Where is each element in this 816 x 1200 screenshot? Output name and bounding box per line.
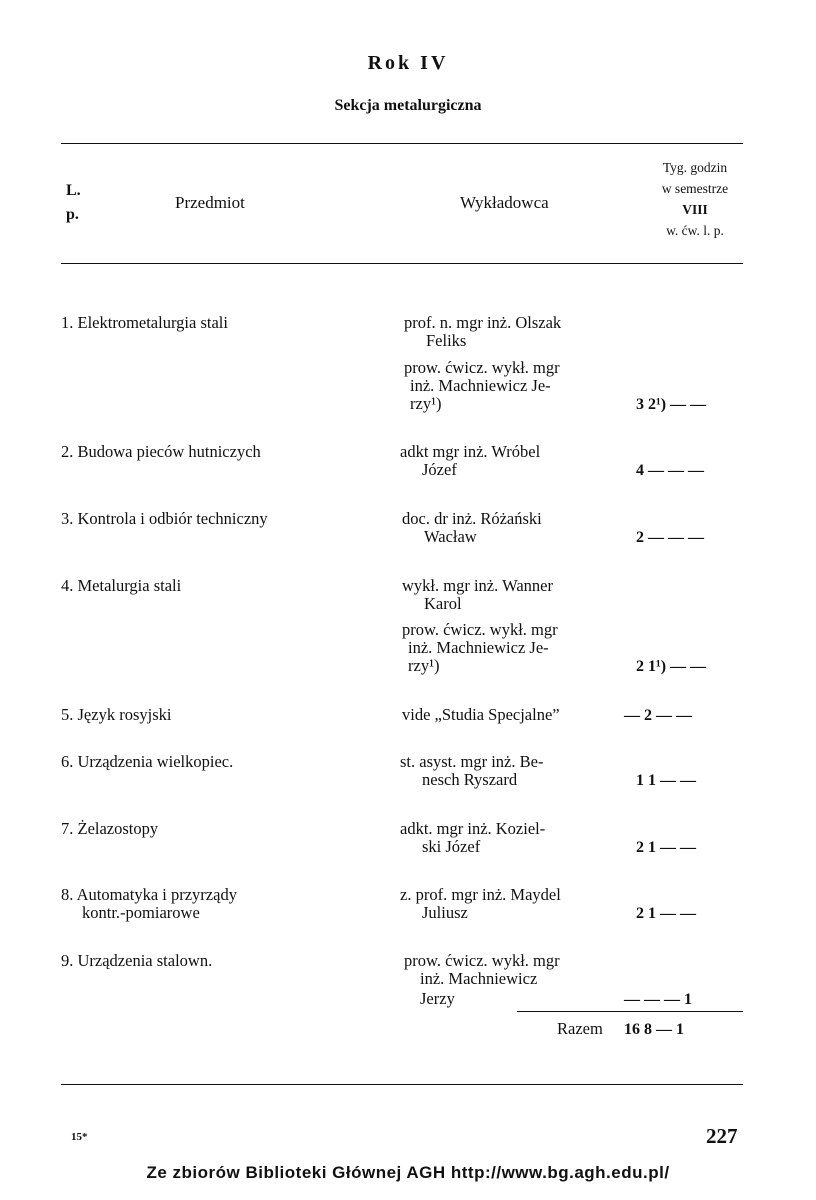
row-lecturer-line: st. asyst. mgr inż. Be- [400,752,544,771]
row-hours: 3 2¹) — — [636,396,707,413]
row-lecturer-line: Feliks [426,331,467,350]
row-subject: 1. Elektrometalurgia stali [61,313,228,332]
row-lecturer-line: inż. Machniewicz Je- [408,638,549,657]
row-hours: — 2 — — [624,707,692,724]
row-lecturer-line: vide „Studia Specjalne” [402,705,560,724]
header-lp-2: p. [66,206,79,223]
header-hours-line1: Tyg. godzin [662,160,728,175]
row-subject: 7. Żelazostopy [61,819,159,838]
row-hours: 4 — — — [636,462,704,479]
row-lecturer-line: adkt. mgr inż. Koziel- [400,819,546,838]
row-lecturer-line: prow. ćwicz. wykł. mgr [404,951,560,970]
row-lecturer-line: nesch Ryszard [422,770,518,789]
row-lecturer-line: adkt mgr inż. Wróbel [400,442,541,461]
row-hours: 2 1¹) — — [636,658,707,675]
header-subject: Przedmiot [175,193,245,212]
header-hours-line4: w. ćw. l. p. [666,223,724,238]
row-lecturer-line: Jerzy [420,989,455,1008]
row-subject: 4. Metalurgia stali [61,576,182,595]
section-title: Sekcja metalurgiczna [334,97,482,114]
row-subject: 9. Urządzenia stalown. [61,951,213,970]
signature-mark: 15* [71,1131,88,1143]
header-hours [634,157,756,241]
total-rule [517,1011,743,1012]
row-lecturer-line: doc. dr inż. Różański [402,509,542,528]
row-subject: 3. Kontrola i odbiór techniczny [61,509,268,528]
library-credit: Ze zbiorów Biblioteki Głównej AGH http://www.bg.agh.edu.pl/ [146,1163,670,1182]
total-label: Razem [557,1019,603,1038]
table-header-rule [61,263,743,264]
row-hours: 2 1 — — [636,839,696,856]
row-lecturer-line: prow. ćwicz. wykł. mgr [402,620,558,639]
row-subject: 8. Automatyka i przyrządy [61,885,237,904]
row-subject: kontr.-pomiarowe [82,903,200,922]
row-lecturer-line: inż. Machniewicz Je- [410,376,551,395]
row-lecturer-line: rzy¹) [410,394,442,413]
row-subject: 5. Język rosyjski [61,705,172,724]
header-hours-line2: w semestrze [661,181,729,196]
row-lecturer-line: inż. Machniewicz [420,969,538,988]
row-hours: — — — 1 [624,991,692,1008]
row-hours: 1 1 — — [636,772,696,789]
row-lecturer-line: z. prof. mgr inż. Maydel [400,885,561,904]
row-lecturer-line: wykł. mgr inż. Wanner [402,576,553,595]
row-lecturer-line: Wacław [424,527,477,546]
table-top-rule [61,143,743,144]
total-values: 16 8 — 1 [624,1021,684,1038]
row-lecturer-line: rzy¹) [408,656,440,675]
row-hours: 2 — — — [636,529,704,546]
row-lecturer-line: Karol [424,594,462,613]
row-hours: 2 1 — — [636,905,696,922]
row-lecturer-line: ski Józef [422,837,481,856]
header-hours-line3: VIII [682,202,708,217]
row-subject: 6. Urządzenia wielkopiec. [61,752,234,771]
row-lecturer-line: prof. n. mgr inż. Olszak [404,313,562,332]
row-lecturer-line: prow. ćwicz. wykł. mgr [404,358,560,377]
page-number: 227 [706,1124,738,1148]
page-title: Rok IV [367,52,449,74]
row-lecturer-line: Juliusz [422,903,468,922]
table-bottom-rule [61,1084,743,1085]
header-lp-1: L. [66,182,81,199]
header-lecturer: Wykładowca [460,193,549,212]
row-lecturer-line: Józef [422,460,457,479]
row-subject: 2. Budowa pieców hutniczych [61,442,261,461]
